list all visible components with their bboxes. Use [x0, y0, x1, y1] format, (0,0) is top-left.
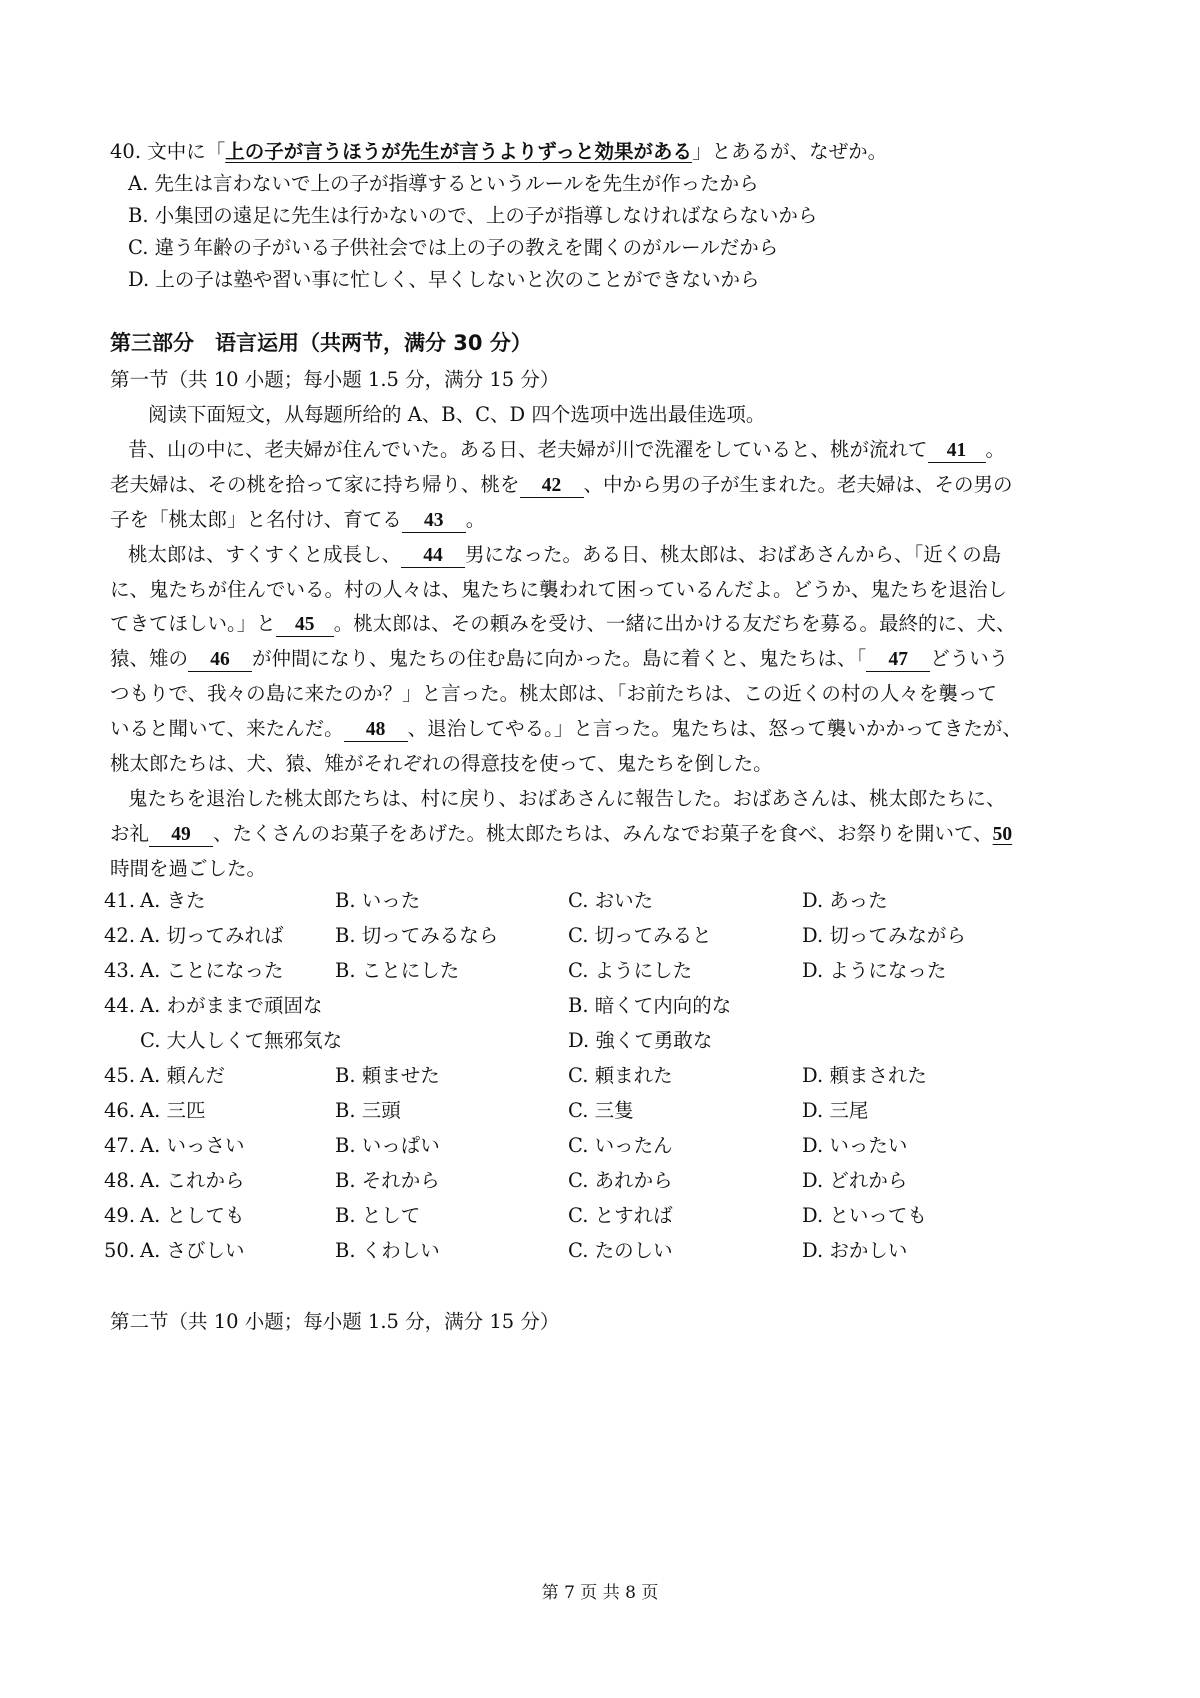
question-47-option-d: D. いったい [802, 1134, 908, 1157]
question-40-option-a: A. 先生は言わないで上の子が指導するというルールを先生が作ったから [128, 172, 759, 195]
question-41-option-a: A. きた [140, 889, 206, 912]
part-3-heading: 第三部分 语言运用（共两节，满分 30 分） [110, 331, 532, 355]
question-42-option-c: C. 切ってみると [568, 924, 712, 947]
section-1-heading: 第一节（共 10 小题；每小题 1.5 分，满分 15 分） [110, 368, 560, 391]
question-50-option-b: B. くわしい [335, 1239, 440, 1262]
passage-line: に、鬼たちが住んでいる。村の人々は、鬼たちに襲われて困っているんだよ。どうか、鬼たちを退治し [110, 578, 1008, 601]
question-50-number: 50. [104, 1239, 136, 1262]
passage-line: 鬼たちを退治した桃太郎たちは、村に戻り、おばあさんに報告した。おばあさんは、桃太郎たちに、 [128, 787, 1006, 810]
blank-45: 45 [276, 615, 334, 637]
page-footer: 第 7 页 共 8 页 [541, 1583, 659, 1603]
question-45-option-d: D. 頼まされた [802, 1064, 927, 1087]
question-40-option-d: D. 上の子は塾や習い事に忙しく、早くしないと次のことができないから [128, 268, 760, 291]
blank-42: 42 [520, 476, 584, 498]
question-44-option-d: D. 強くて勇敢な [568, 1029, 713, 1052]
question-42-option-b: B. 切ってみるなら [335, 924, 499, 947]
passage-line: てきてほしい。」と 45 。桃太郎は、その頼みを受け、一緒に出かける友だちを募る。最終的に、犬、 [110, 612, 1016, 635]
question-44-number: 44. [104, 994, 136, 1017]
passage-line: 昔、山の中に、老夫婦が住んでいた。ある日、老夫婦が川で洗濯をしていると、桃が流れて 41 。 [128, 438, 1006, 461]
question-41-option-c: C. おいた [568, 889, 654, 912]
question-50-option-c: C. たのしい [568, 1239, 673, 1262]
question-42-option-a: A. 切ってみれば [140, 924, 284, 947]
question-50-option-d: D. おかしい [802, 1239, 908, 1262]
blank-50: 50 [992, 824, 1013, 845]
question-41-number: 41. [104, 889, 136, 912]
question-40-option-c: C. 違う年齢の子がいる子供社会では上の子の教えを聞くのがルールだから [128, 236, 779, 259]
question-40-option-b: B. 小集団の遠足に先生は行かないので、上の子が指導しなければならないから [128, 204, 818, 227]
blank-49: 49 [149, 825, 213, 847]
question-40-stem [110, 142, 887, 162]
question-44-option-b: B. 暗くて内向的な [568, 994, 732, 1017]
question-46-option-d: D. 三尾 [802, 1099, 869, 1122]
passage-line: つもりで、我々の島に来たのか？」と言った。桃太郎は、「お前たちは、この近くの村の人々を襲って [110, 682, 997, 705]
question-48-option-d: D. どれから [802, 1169, 908, 1192]
question-49-option-d: D. といっても [802, 1204, 927, 1227]
passage-line: お礼 49 、たくさんのお菓子をあげた。桃太郎たちは、みんなでお菓子を食べ、お祭りを開いて、50 [110, 822, 1013, 845]
passage-line: 桃太郎は、すくすくと成長し、 44 男になった。ある日、桃太郎は、おばあさんから、「近くの島 [128, 543, 1002, 566]
question-48-option-b: B. それから [335, 1169, 440, 1192]
question-43-number: 43. [104, 959, 136, 982]
question-43-option-d: D. ようになった [802, 959, 947, 982]
section-2-heading: 第二节（共 10 小题；每小题 1.5 分，满分 15 分） [110, 1310, 560, 1333]
question-46-option-a: A. 三匹 [140, 1099, 206, 1122]
question-41-option-b: B. いった [335, 889, 421, 912]
question-47-option-b: B. いっぱい [335, 1134, 440, 1157]
passage-line: 老夫婦は、その桃を拾って家に持ち帰り、桃を 42 、中から男の子が生まれた。老夫婦は、その男の [110, 473, 1013, 496]
question-40-prefix: 40. 文中に「 [110, 140, 226, 163]
blank-44: 44 [401, 546, 465, 568]
passage-line: 時間を過ごした。 [110, 857, 267, 880]
question-45-option-a: A. 頼んだ [140, 1064, 225, 1087]
question-44-option-a: A. わがままで頑固な [140, 994, 323, 1017]
question-46-option-b: B. 三頭 [335, 1099, 401, 1122]
question-47-option-c: C. いったん [568, 1134, 673, 1157]
question-43-option-a: A. ことになった [140, 959, 284, 982]
blank-41: 41 [928, 441, 986, 463]
question-48-number: 48. [104, 1169, 136, 1192]
question-50-option-a: A. さびしい [140, 1239, 245, 1262]
question-49-option-b: B. として [335, 1204, 421, 1227]
blank-47: 47 [866, 650, 930, 672]
blank-48: 48 [344, 720, 408, 742]
passage-line: 猿、雉の 46 が仲間になり、鬼たちの住む島に向かった。島に着くと、鬼たちは、「 47 どういう [110, 647, 1009, 670]
question-47-option-a: A. いっさい [140, 1134, 245, 1157]
question-45-option-c: C. 頼まれた [568, 1064, 673, 1087]
question-45-option-b: B. 頼ませた [335, 1064, 440, 1087]
question-44-option-c: C. 大人しくて無邪気な [140, 1029, 343, 1052]
passage-line: 子を「桃太郎」と名付け、育てる 43 。 [110, 508, 486, 531]
question-43-option-b: B. ことにした [335, 959, 460, 982]
blank-43: 43 [402, 511, 466, 533]
passage-line: いると聞いて、来たんだ。 48 、退治してやる。」と言った。鬼たちは、怒って襲いかかってきたが、 [110, 717, 1022, 740]
question-49-option-a: A. としても [140, 1204, 245, 1227]
blank-46: 46 [188, 650, 252, 672]
question-40-suffix: 」とあるが、なぜか。 [692, 140, 888, 163]
question-49-number: 49. [104, 1204, 136, 1227]
question-47-number: 47. [104, 1134, 136, 1157]
question-46-number: 46. [104, 1099, 136, 1122]
question-43-option-c: C. ようにした [568, 959, 693, 982]
passage-line: 桃太郎たちは、犬、猿、雉がそれぞれの得意技を使って、鬼たちを倒した。 [110, 752, 773, 775]
question-42-number: 42. [104, 924, 136, 947]
question-45-number: 45. [104, 1064, 136, 1087]
question-49-option-c: C. とすれば [568, 1204, 673, 1227]
question-46-option-c: C. 三隻 [568, 1099, 634, 1122]
question-41-option-d: D. あった [802, 889, 888, 912]
question-48-option-c: C. あれから [568, 1169, 673, 1192]
question-48-option-a: A. これから [140, 1169, 245, 1192]
instructions: 阅读下面短文，从每题所给的 A、B、C、D 四个选项中选出最佳选项。 [148, 403, 766, 426]
question-42-option-d: D. 切ってみながら [802, 924, 966, 947]
question-40-quote: 上の子が言うほうが先生が言うよりずっと効果がある [225, 140, 693, 163]
